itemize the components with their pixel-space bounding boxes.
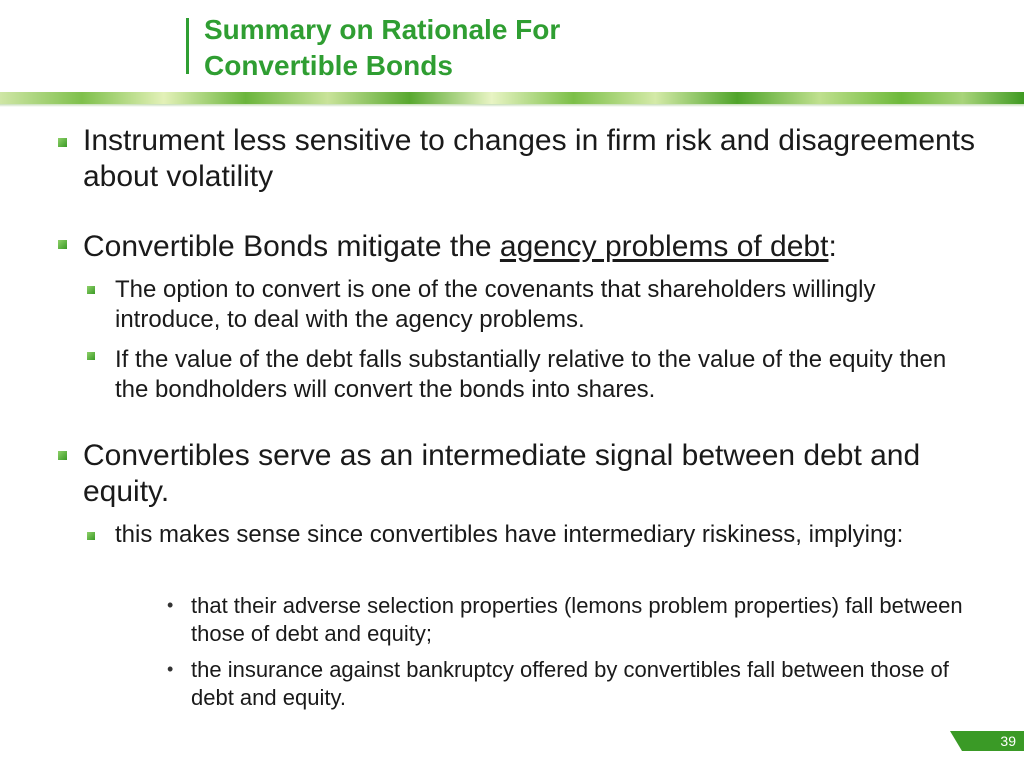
banner-shadow bbox=[0, 104, 1024, 107]
page-number: 39 bbox=[1000, 733, 1016, 749]
bullet-2-sub-1-text: The option to convert is one of the covenants that shareholders willingly introduce, to deal with the agency problems. bbox=[115, 276, 876, 333]
slide-title-line-1: Summary on Rationale For bbox=[204, 14, 561, 45]
dot-bullet-icon: • bbox=[167, 659, 174, 679]
bullet-2-sub-2-text: If the value of the debt falls substantially relative to the value of the equity then the bondholders will convert the bonds into shares. bbox=[115, 346, 947, 403]
title-accent-bar bbox=[186, 18, 189, 74]
green-square-bullet-icon bbox=[87, 352, 95, 360]
green-square-bullet-icon bbox=[58, 451, 67, 460]
green-square-bullet-icon bbox=[58, 240, 67, 249]
bullet-2-prefix: Convertible Bonds mitigate the bbox=[83, 230, 500, 263]
slide-title bbox=[204, 12, 904, 84]
bullet-3-sub-1-item-2-text: the insurance against bankruptcy offered by convertibles fall between those of debt and equity. bbox=[191, 657, 949, 710]
green-square-bullet-icon bbox=[87, 286, 95, 294]
page-number-badge bbox=[962, 731, 1024, 751]
bullet-3-text: Convertibles serve as an intermediate signal between debt and equity. bbox=[83, 439, 921, 508]
bullet-2-suffix: : bbox=[828, 230, 837, 263]
slide-title-line-2: Convertible Bonds bbox=[204, 50, 453, 81]
decorative-banner bbox=[0, 92, 1024, 104]
dot-bullet-icon: • bbox=[167, 595, 174, 615]
green-square-bullet-icon bbox=[58, 138, 67, 147]
bullet-3-sub-1-text: this makes sense since convertibles have intermediary riskiness, implying: bbox=[115, 521, 904, 548]
bullet-1-text: Instrument less sensitive to changes in firm risk and disagreements about volatility bbox=[83, 124, 976, 193]
bullet-2-underlined: agency problems of debt bbox=[499, 230, 829, 263]
bullet-3-sub-1-item-1-text: that their adverse selection properties (lemons problem properties) fall between those of debt and equity; bbox=[191, 593, 963, 646]
bullet-2-text bbox=[83, 229, 983, 265]
green-square-bullet-icon bbox=[87, 532, 95, 540]
